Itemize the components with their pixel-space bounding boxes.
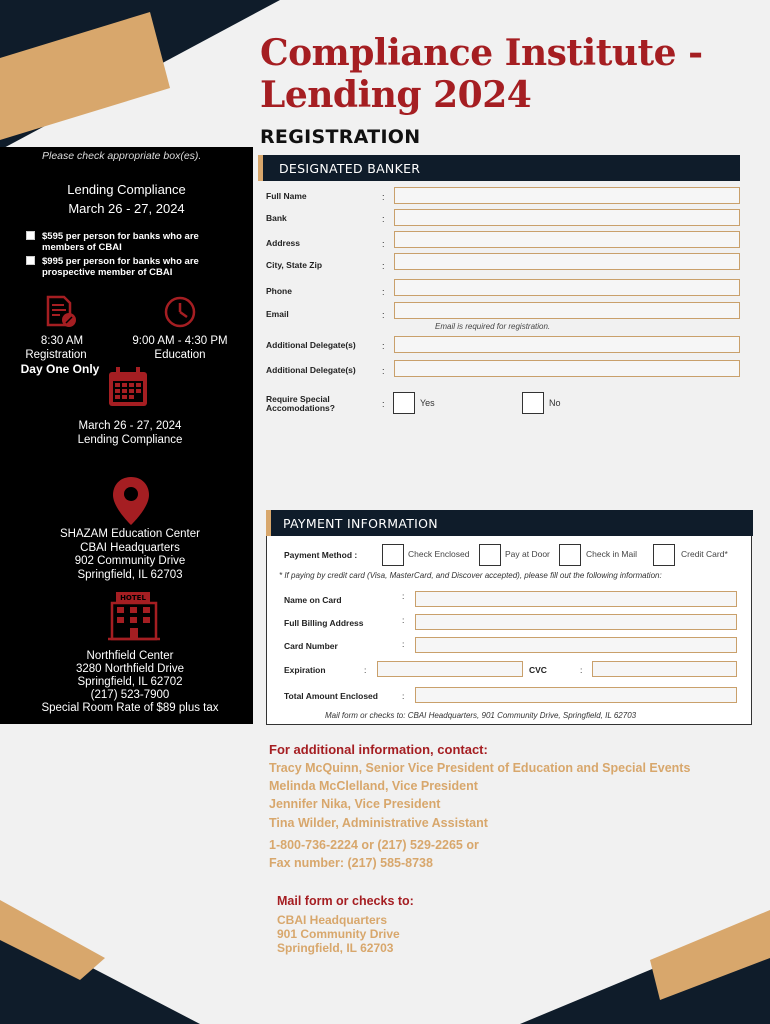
- designated-banker-title: DESIGNATED BANKER: [279, 161, 421, 176]
- document-pen-icon: [44, 295, 78, 329]
- hotel-sign-text: HOTEL: [120, 594, 146, 602]
- colon: :: [382, 287, 385, 297]
- bank-field[interactable]: [394, 209, 740, 226]
- contact-fax: Fax number: (217) 585-8738: [269, 856, 433, 870]
- check-note: Please check appropriate box(es).: [42, 150, 202, 162]
- mail-to-note: Mail form or checks to: CBAI Headquarters, 901 Community Drive, Springfield, IL 62703: [325, 711, 637, 720]
- credit-card-label: Credit Card*: [681, 549, 728, 559]
- city-state-zip-field[interactable]: [394, 253, 740, 270]
- mail-line-2: 901 Community Drive: [277, 927, 400, 941]
- location-line-3: 902 Community Drive: [74, 555, 186, 567]
- mail-line-3: Springfield, IL 62703: [277, 941, 394, 955]
- payment-section: [266, 510, 752, 725]
- contact-line-2: Melinda McClelland, Vice President: [269, 779, 478, 793]
- clock-icon: [163, 295, 197, 329]
- mail-line-1: CBAI Headquarters: [277, 913, 388, 927]
- hotel-line-3: Springfield, IL 62702: [77, 676, 183, 688]
- nonmember-price-label: $995 per person for banks who are prospective member of CBAI: [42, 256, 199, 278]
- expiration-field[interactable]: [377, 661, 523, 677]
- registration-note: Day One Only: [20, 362, 100, 376]
- email-label: Email: [266, 309, 289, 319]
- bottom-right-decoration: [500, 900, 770, 1024]
- education-label: Education: [154, 349, 206, 361]
- check-enclosed-label: Check Enclosed: [408, 549, 470, 559]
- nonmember-price-checkbox[interactable]: [26, 256, 35, 265]
- hotel-line-5: Special Room Rate of $89 plus tax: [41, 702, 219, 714]
- total-amount-field[interactable]: [415, 687, 737, 703]
- additional-delegate-2-label: Additional Delegate(s): [266, 365, 356, 375]
- phone-label: Phone: [266, 286, 292, 296]
- nonmember-price-option[interactable]: [26, 256, 226, 278]
- accommodations-yes-label: Yes: [420, 398, 435, 408]
- email-required-note: Email is required for registration.: [435, 322, 551, 331]
- expiration-label: Expiration: [284, 665, 326, 675]
- check-in-mail-checkbox[interactable]: [559, 544, 581, 566]
- member-price-checkbox[interactable]: [26, 231, 35, 240]
- phone-field[interactable]: [394, 279, 740, 296]
- colon: :: [402, 691, 405, 701]
- colon: :: [382, 261, 385, 271]
- card-number-label: Card Number: [284, 641, 338, 651]
- contact-line-4: Tina Wilder, Administrative Assistant: [269, 816, 488, 830]
- cvc-field[interactable]: [592, 661, 737, 677]
- registration-time: 8:30 AM: [40, 335, 84, 347]
- education-time: 9:00 AM - 4:30 PM: [132, 335, 228, 347]
- special-accommodations-label-2: Accomodations?: [266, 403, 335, 413]
- colon: :: [382, 310, 385, 320]
- colon: :: [402, 615, 405, 625]
- colon: :: [382, 399, 385, 409]
- course-name: Lending Compliance: [67, 182, 186, 197]
- payment-method-label: Payment Method :: [284, 550, 358, 560]
- hotel-line-2: 3280 Northfield Drive: [75, 663, 185, 675]
- address-field[interactable]: [394, 231, 740, 248]
- additional-delegate-1-label: Additional Delegate(s): [266, 340, 356, 350]
- colon: :: [382, 366, 385, 376]
- map-pin-icon: [111, 475, 151, 527]
- hotel-line-1: Northfield Center: [86, 650, 174, 662]
- pay-at-door-label: Pay at Door: [505, 549, 550, 559]
- full-name-label: Full Name: [266, 191, 307, 201]
- course-dates: March 26 - 27, 2024: [68, 201, 185, 216]
- location-line-4: Springfield, IL 62703: [77, 569, 183, 581]
- additional-delegate-1-field[interactable]: [394, 336, 740, 353]
- billing-address-label: Full Billing Address: [284, 618, 364, 628]
- hotel-line-4: (217) 523-7900: [90, 689, 170, 701]
- calendar-dates: March 26 - 27, 2024: [78, 420, 182, 432]
- designated-banker-header: [258, 155, 740, 181]
- check-in-mail-label: Check in Mail: [586, 549, 638, 559]
- colon: :: [402, 591, 405, 601]
- contact-line-3: Jennifer Nika, Vice President: [269, 797, 441, 811]
- top-left-decoration: [0, 0, 280, 150]
- member-price-label: $595 per person for banks who are members of CBAI: [42, 231, 199, 253]
- credit-card-checkbox[interactable]: [653, 544, 675, 566]
- name-on-card-field[interactable]: [415, 591, 737, 607]
- check-enclosed-checkbox[interactable]: [382, 544, 404, 566]
- location-line-1: SHAZAM Education Center: [60, 528, 200, 540]
- accommodations-no-checkbox[interactable]: [522, 392, 544, 414]
- colon: :: [382, 341, 385, 351]
- registration-label: Registration: [25, 349, 87, 361]
- accommodations-no-label: No: [549, 398, 561, 408]
- registration-heading: REGISTRATION: [260, 126, 421, 148]
- billing-address-field[interactable]: [415, 614, 737, 630]
- card-number-field[interactable]: [415, 637, 737, 653]
- bank-label: Bank: [266, 213, 287, 223]
- additional-delegate-2-field[interactable]: [394, 360, 740, 377]
- city-state-zip-label: City, State Zip: [266, 260, 323, 270]
- payment-title: PAYMENT INFORMATION: [283, 516, 438, 531]
- full-name-field[interactable]: [394, 187, 740, 204]
- contact-phone: 1-800-736-2224 or (217) 529-2265 or: [269, 838, 479, 852]
- special-accommodations-label-1: Require Special: [266, 394, 330, 404]
- mail-heading: Mail form or checks to:: [277, 894, 414, 908]
- bottom-left-decoration: [0, 880, 200, 1024]
- pay-at-door-checkbox[interactable]: [479, 544, 501, 566]
- credit-card-note: * If paying by credit card (Visa, MasterCard, and Discover accepted), please fill out the following information:: [279, 571, 662, 580]
- event-info-panel: [0, 147, 253, 724]
- cvc-label: CVC: [529, 665, 547, 675]
- total-amount-label: Total Amount Enclosed: [284, 691, 378, 701]
- address-label: Address: [266, 238, 301, 248]
- accommodations-yes-checkbox[interactable]: [393, 392, 415, 414]
- member-price-option[interactable]: [26, 231, 226, 253]
- contact-heading: For additional information, contact:: [269, 742, 488, 757]
- email-field[interactable]: [394, 302, 740, 319]
- payment-header: [266, 510, 753, 536]
- page-title: Compliance Institute - Lending 2024: [260, 32, 703, 116]
- hotel-icon: [106, 590, 162, 642]
- calendar-icon: [106, 365, 150, 409]
- colon: :: [382, 239, 385, 249]
- name-on-card-label: Name on Card: [284, 595, 342, 605]
- location-line-2: CBAI Headquarters: [80, 542, 180, 554]
- colon: :: [364, 665, 367, 675]
- calendar-course: Lending Compliance: [77, 434, 183, 446]
- colon: :: [402, 639, 405, 649]
- colon: :: [580, 665, 583, 675]
- colon: :: [382, 192, 385, 202]
- contact-line-1: Tracy McQuinn, Senior Vice President of Education and Special Events: [269, 761, 691, 775]
- colon: :: [382, 214, 385, 224]
